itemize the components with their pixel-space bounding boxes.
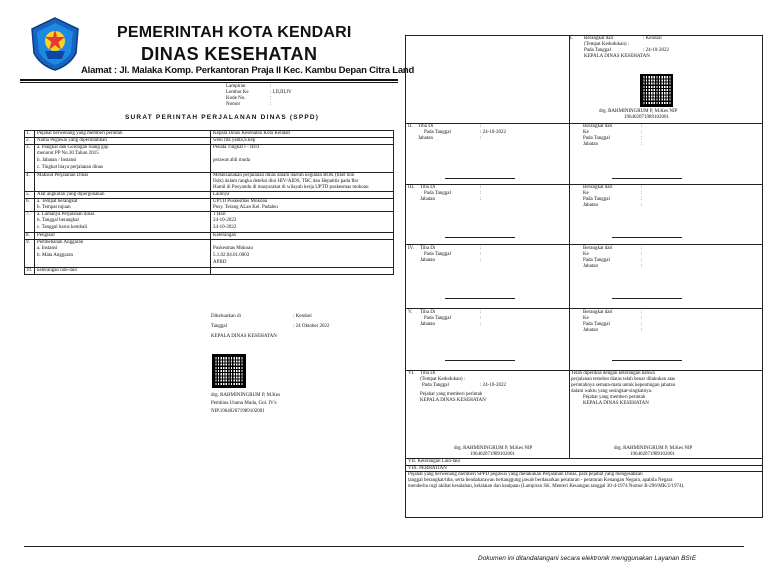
row-value-line: Lainnya [213, 192, 230, 197]
row-label-line: b. Tanggal berangkat [37, 218, 79, 223]
row-label-line: Nama Pegawai yang diperintahkan [37, 138, 107, 143]
depart-label: Berangkat dari [584, 36, 614, 41]
attention-line: tanggal berangkat/tiba, serta bendaharawan bertanggung jawab berdasarkan peraturan - peraturan Keuangan Negara, apabila Negara [408, 478, 673, 483]
row-label-line [37, 260, 208, 267]
arrive-label: Tiba Di [420, 185, 436, 190]
date-label: Pada Tanggal [583, 197, 610, 202]
row-value [211, 268, 394, 275]
office: KEPALA DINAS KESEHATAN [420, 398, 486, 403]
arrive-label: Tiba Di [420, 371, 436, 376]
row-label [35, 192, 211, 199]
section-6-signer-name-right: drg. RAHMININGRUM P, M.Kes NIP [614, 446, 693, 451]
issued-at-label: Dikeluarkan di [211, 314, 241, 319]
colon: : [641, 258, 643, 263]
issue-date-value: : 24 Oktober 2022 [293, 324, 330, 329]
row-label [35, 233, 211, 240]
colon: : [641, 136, 643, 141]
section-separator [405, 465, 763, 466]
colon: : [641, 124, 643, 129]
row-label-line: Pengikut [37, 233, 55, 238]
meta-label: Lembar Ke [226, 90, 249, 95]
position-label: Jabatan [583, 203, 598, 208]
row-value-line [213, 268, 391, 274]
row-label [35, 240, 211, 268]
table-row [25, 268, 394, 275]
colon: : [480, 316, 482, 321]
row-label-line [37, 185, 208, 191]
row-label-line: Alat angkutan yang dipergunakan [37, 192, 105, 197]
colon: : [641, 130, 643, 135]
document-title: SURAT PERINTAH PERJALANAN DINAS (SPPD) [125, 114, 320, 121]
row-value-line [213, 165, 391, 172]
section-separator [405, 244, 763, 245]
arrive-label: Tiba Di [420, 310, 436, 315]
row-label-line: a. Lamanya Perjalanan dinas [37, 212, 95, 217]
signer-name: drg. RAHMININGRUM P, M.Kes [211, 393, 281, 398]
row-value [211, 240, 394, 268]
left-signer-details [211, 393, 280, 415]
row-label [35, 131, 211, 138]
row-value-line: Keterangan [213, 233, 237, 238]
row-label [35, 268, 211, 275]
depart-label: Berangkat dari [583, 124, 613, 129]
colon: : [480, 185, 482, 190]
to-label: Ke [583, 130, 589, 135]
footer-rule [24, 546, 744, 547]
row-value-line [213, 151, 391, 158]
date-value: : 24-10-2022 [480, 383, 506, 388]
colon: : [480, 197, 482, 202]
colon: : [480, 191, 482, 196]
attention-line: menderita rugi akibat kesalahan, kelalaian dan kealpaan (Lampiran SK. Menteri Keuangan tanggal 30-4-1974 Nomor B-296/MK/1/1974). [408, 484, 685, 489]
colon: : [480, 322, 482, 327]
colon: : [641, 310, 643, 315]
section-4-departure [583, 246, 643, 270]
row-value-line: Puskesmas Mokoau [213, 246, 253, 251]
section-8-heading: VIII. PERHATIAN [408, 466, 447, 471]
signature-line [612, 237, 682, 238]
table-row [25, 192, 394, 199]
colon: : [641, 185, 643, 190]
attention-line: Pejabat yang berwenang memberi SPPD pegawai yang melakukan Perjalanan Dinas, para pejabat yang mengesahkan [408, 472, 643, 477]
colon: : [480, 310, 482, 315]
to-label: Ke [583, 252, 589, 257]
kop-title-agency: DINAS KESEHATAN [141, 44, 318, 64]
depart-value: : Kendari [643, 36, 662, 41]
signature-line [445, 360, 515, 361]
date-label: Pada Tanggal [422, 383, 449, 388]
row-value-line: 5.1.02.04.01.0003 [213, 253, 250, 258]
section-roman: VI. [408, 371, 415, 376]
position-label: Jabatan [583, 142, 598, 147]
row-value-line: fisik) dalam rangka deteksi dini HIV/AIDS, TBC dan Hepatitis pada Ibu [213, 179, 359, 184]
attention-text [408, 472, 684, 490]
row-label [35, 199, 211, 212]
date-value: : 24-10-2022 [643, 48, 669, 53]
issued-at-value: : Kendari [293, 314, 312, 319]
row-number: 8. [25, 233, 35, 240]
colon: : [480, 252, 482, 257]
section-2-arrival [408, 124, 506, 142]
arrive-label: Tiba Di [420, 246, 436, 251]
row-number: 4. [25, 173, 35, 192]
to-label: Ke [583, 316, 589, 321]
colon: : [641, 328, 643, 333]
depart-label: Berangkat dari [583, 310, 613, 315]
date-label: Pada Tanggal [583, 136, 610, 141]
signer-office: KEPALA DINAS KESEHATAN [211, 334, 277, 339]
section-roman: I. [570, 36, 573, 41]
meta-label: Lampiran [226, 84, 246, 89]
row-value-line: Melaksanakan perjalanan dinas dalam daerah kegiatan BOK (tiket non [213, 173, 355, 178]
date-label: Pada Tanggal [584, 48, 611, 53]
row-label [35, 138, 211, 145]
row-value-line: 24-10-2022 [213, 225, 237, 230]
row-value-line: APBD [213, 260, 227, 265]
row-value [211, 233, 394, 240]
row-label-line: Pembebanan Anggaran [37, 240, 84, 245]
row-label-line: a. Pangkat dan Golongan ruang gaji [37, 145, 109, 150]
section-roman: V. [408, 310, 413, 315]
position-label: Jabatan [583, 264, 598, 269]
verification-note: dalam waktu yang sesingkat-singkatnya. [571, 389, 653, 394]
section-6-signer-name-left: drg. RAHMININGRUM P, M.Kes NIP [454, 446, 533, 451]
colon: : [641, 142, 643, 147]
meta-value: : [270, 96, 272, 101]
left-signature-block [211, 314, 330, 340]
giver-label: Pejabat yang memberi perintah [583, 395, 646, 400]
row-label-line: c. Tanggal harus kembali [37, 225, 88, 230]
meta-value: : I,II,III,IV [270, 90, 292, 95]
esign-footer-note: Dokumen ini ditandatangani secara elektronik menggunakan Layanan BSrE [478, 555, 697, 562]
colon: : [641, 197, 643, 202]
kop-title-city: PEMERINTAH KOTA KENDARI [117, 24, 352, 41]
position-label: Jabatan [583, 328, 598, 333]
row-label-line: c. Tingkat biaya perjalanan dinas [37, 165, 103, 170]
colon: : [480, 246, 482, 251]
row-value-line: Kepala Dinas Kesehatan Kota Kendari [213, 131, 291, 136]
date-label: Pada Tanggal [424, 191, 451, 196]
date-value: : 24-10-2022 [480, 130, 506, 135]
row-label [35, 212, 211, 233]
table-row [25, 131, 394, 138]
arrive-label: Tiba Di [418, 124, 434, 129]
kop-rule-thick [20, 79, 398, 81]
row-number: 5. [25, 192, 35, 199]
date-label: Pada Tanggal [424, 130, 451, 135]
date-label: Pada Tanggal [424, 252, 451, 257]
meta-label: Nomor [226, 102, 241, 107]
row-value-line: UPTD Puskesmas Mokoau [213, 199, 268, 204]
row-label-line: b. Mata Anggaran [37, 253, 73, 258]
row-number: 2. [25, 138, 35, 145]
signature-line [612, 178, 682, 179]
row-label-line: menurut PP No.30 Tahun 2015 [37, 151, 99, 156]
row-value-line: Hamil di Posyandu di masyarakat di wilayah kerja UPTD puskesmas mokoau [213, 185, 369, 190]
section-3-arrival [408, 185, 482, 203]
section-6-verification [571, 371, 675, 407]
position-label: Jabatan [420, 258, 435, 263]
table-row [25, 240, 394, 268]
meta-label: Kode No. [226, 96, 246, 101]
table-row [25, 138, 394, 145]
section-6-arrival [408, 371, 506, 404]
colon: : [641, 203, 643, 208]
row-number: 10. [25, 268, 35, 275]
section-roman: III. [408, 185, 415, 190]
row-label-line: b. Tempat tujuan [37, 205, 71, 210]
table-row [25, 199, 394, 212]
signature-line [445, 298, 515, 299]
colon: : [480, 136, 482, 141]
section-1 [570, 36, 669, 60]
sppd-table [24, 130, 394, 275]
row-value [211, 173, 394, 192]
row-number: 3. [25, 145, 35, 173]
depart-label: Berangkat dari [583, 185, 613, 190]
table-row [25, 233, 394, 240]
row-label-line: Pejabat berwenang yang memberi perintah [37, 131, 123, 136]
verification-note: Telah diperiksa dengan keterangan bahwa [571, 371, 655, 376]
row-value-line: 1 Hari [213, 212, 226, 217]
row-value [211, 199, 394, 212]
date-label: Pada Tanggal [424, 316, 451, 321]
row-label-line: b. Jabatan / Instansi [37, 158, 77, 163]
section-1-signer-name: drg. RAHMININGRUM P, M.Kes NIP [599, 109, 678, 114]
signer-nip: NIP.196402071989102001 [211, 409, 265, 414]
meta-block [226, 84, 292, 108]
office: KEPALA DINAS KESEHATAN [583, 401, 649, 406]
position-label: Jabatan [420, 322, 435, 327]
section-5-departure [583, 310, 643, 334]
issue-date-label: Tanggal [211, 324, 228, 329]
left-qr-code [212, 354, 246, 388]
row-label-line: keterangan lain-lain [37, 268, 77, 273]
signature-line [445, 178, 515, 179]
colon: : [641, 316, 643, 321]
verification-note: perjalanan tersebut diatas telah benar dilakukan atas [571, 377, 676, 382]
date-label: Pada Tanggal [583, 322, 610, 327]
colon: : [641, 191, 643, 196]
section-separator [405, 308, 763, 309]
signature-line [612, 298, 682, 299]
meta-value: : [270, 102, 272, 107]
date-label: Pada Tanggal [583, 258, 610, 263]
section-7-heading: VII. Keterangan Lain-lain [408, 459, 461, 464]
giver-label: Pejabat yang memberi perintah [420, 392, 483, 397]
section-roman: II. [408, 124, 413, 129]
row-label-line: Maksud Perjalanan Dinas [37, 173, 89, 178]
table-row [25, 145, 394, 173]
row-value-line: perawat ahli muda [213, 158, 250, 163]
right-qr-code [640, 74, 673, 107]
row-value-line: Penata Tingkat I - III/d [213, 145, 259, 150]
row-label-line: a. Instansi [37, 246, 58, 251]
section-3-departure [583, 185, 643, 209]
section-1-signer-nip: 196402071989102001 [624, 115, 669, 120]
depart-sub: (Tempat Kedudukan) : [584, 42, 630, 47]
row-value [211, 212, 394, 233]
colon: : [480, 124, 482, 129]
row-number: 6. [25, 199, 35, 212]
row-label-line: a. Tempat berangkat [37, 199, 78, 204]
table-row [25, 173, 394, 192]
row-value-line: weni rita yanta,S.kep [213, 138, 256, 143]
arrive-sub: (Tempat Kedudukan) : [420, 377, 466, 382]
colon: : [641, 246, 643, 251]
section-5-arrival [408, 310, 482, 328]
kop-rule-thin [20, 82, 398, 83]
colon: : [480, 258, 482, 263]
office: KEPALA DINAS KESEHATAN [584, 54, 650, 59]
colon: : [641, 264, 643, 269]
section-6-signer-nip-left: 196402071989102001 [470, 452, 515, 457]
row-label [35, 145, 211, 173]
table-row [25, 212, 394, 233]
signature-line [612, 360, 682, 361]
row-label [35, 173, 211, 192]
row-value-line: 24-10-2022 [213, 218, 237, 223]
meta-value: : [270, 84, 272, 89]
row-number: 1. [25, 131, 35, 138]
kendari-coat-of-arms-icon [30, 17, 80, 71]
row-value [211, 138, 394, 145]
section-6-signer-nip-right: 196402071989102001 [630, 452, 675, 457]
row-value [211, 131, 394, 138]
row-number: 9. [25, 240, 35, 268]
signer-rank: Pembina Utama Muda, Gol. IV/c [211, 401, 278, 406]
row-value [211, 192, 394, 199]
section-roman: IV. [408, 246, 414, 251]
depart-label: Berangkat dari [583, 246, 613, 251]
section-4-arrival [408, 246, 482, 264]
position-label: Jabatan [420, 197, 435, 202]
kop-address: Alamat : Jl. Malaka Komp. Perkantoran Praja II Kec. Kambu Depan Citra Land [81, 65, 415, 76]
to-label: Ke [583, 191, 589, 196]
section-2-departure [583, 124, 643, 148]
signature-line [445, 237, 515, 238]
colon: : [641, 252, 643, 257]
row-number: 7. [25, 212, 35, 233]
back-page-divider [569, 35, 570, 458]
row-value [211, 145, 394, 173]
position-label: Jabatan [418, 136, 433, 141]
row-value-line: Posy. Terang ALan Kel. Padaleu [213, 205, 278, 210]
colon: : [641, 322, 643, 327]
verification-note: perintahnya semata-mata untuk kepentingan jabatan [571, 383, 676, 388]
